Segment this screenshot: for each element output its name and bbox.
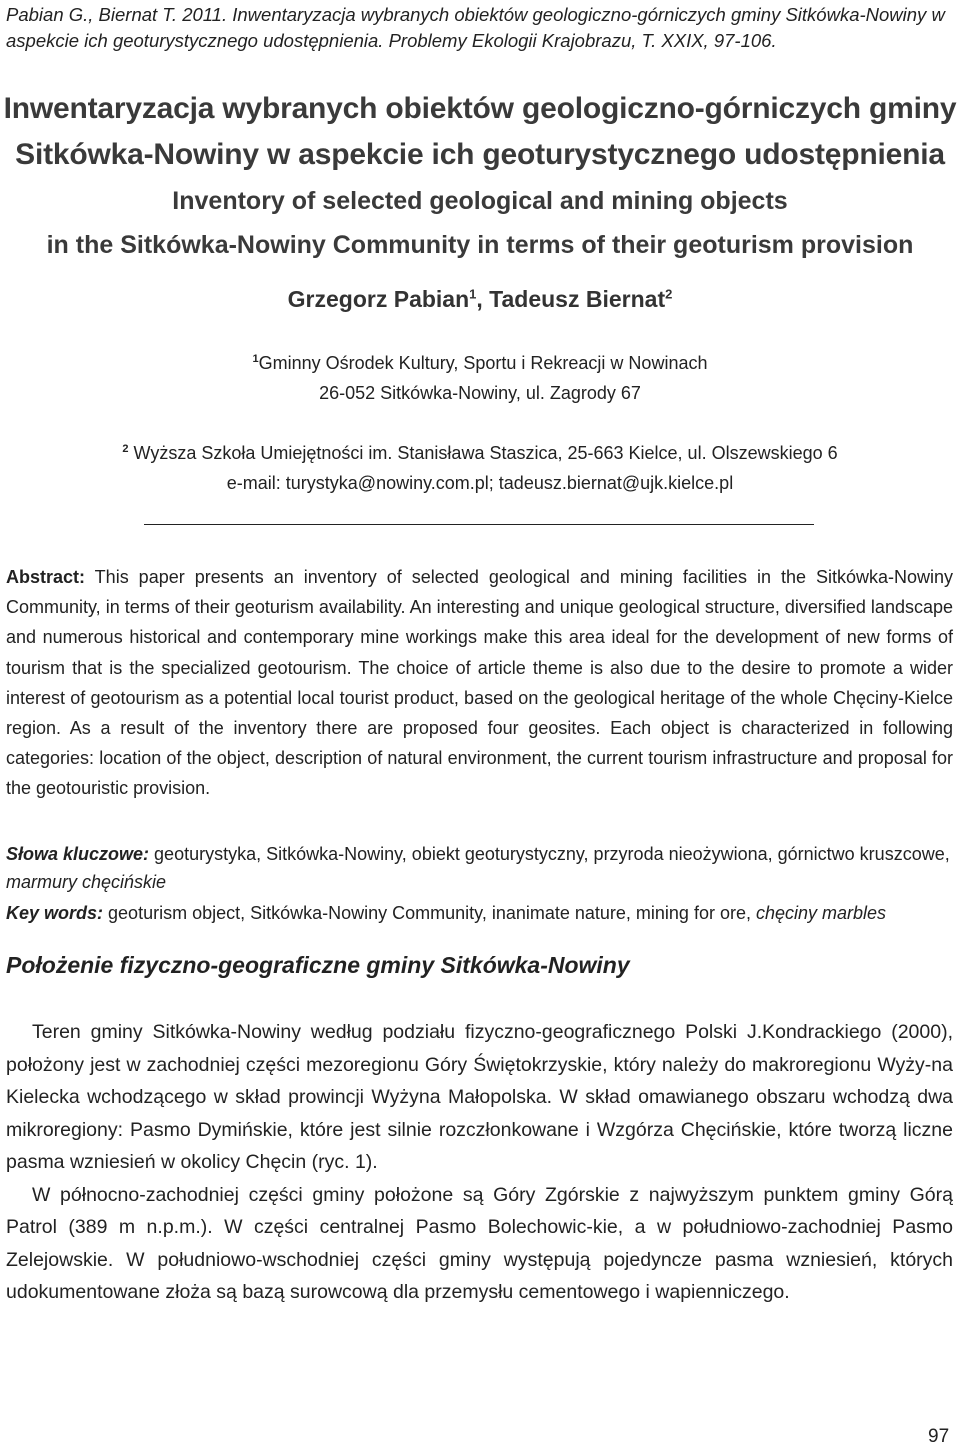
- keywords-english-label: Key words:: [6, 903, 104, 923]
- title-polish-line-1: Inwentaryzacja wybranych obiektów geologiczno-górniczych gminy: [3, 92, 957, 125]
- abstract-label: Abstract:: [6, 567, 86, 587]
- affiliation-1-line-2: 26-052 Sitkówka-Nowiny, ul. Zagrody 67: [319, 383, 641, 403]
- paragraph-2: W północno-zachodniej części gminy położone są Góry Zgórskie z najwyższym punktem gminy Górą Patrol (389 m n.p.m.). W części centralnej Pasmo Bolechowic-kie, a w południowo-zachodniej Pasmo Zelejowskie. W południowo-wschodniej części gminy występują pojedyncze pasma wzniesień, których udokumentowane złoża są bazą surowcową dla przemysłu cementowego i wapienniczego.: [6, 1183, 953, 1303]
- page-number: 97: [928, 1426, 950, 1447]
- keywords-english-italic: chęciny marbles: [755, 903, 887, 923]
- author-1: Grzegorz Pabian: [287, 286, 470, 312]
- keywords-polish: [6, 840, 953, 896]
- affiliation-1-mark: 1: [252, 353, 259, 365]
- title-block: [0, 86, 960, 266]
- affiliation-2-mark: 2: [122, 443, 129, 455]
- abstract-text: This paper presents an inventory of selected geological and mining facilities in the Sitkówka-Nowiny Community, in terms of their geoturism availability. An interesting and unique geological structure, diversified landscape and numerous historical and contemporary mine workings make this area ideal for the development of new forms of tourism that is the specialized geotourism. The choice of article theme is also due to the desire to promote a wider interest of geotourism as a potential local tourist product, based on the geological heritage of the whole Chęciny-Kielce region. As a result of the inventory there are proposed four geosites. Each object is characterized in following categories: location of the object, description of natural environment, the current tourism infrastructure and proposal for the geotouristic provision.: [6, 567, 953, 799]
- author-separator: ,: [476, 286, 490, 312]
- keywords-english: [6, 899, 953, 927]
- separator-rule: [144, 524, 814, 525]
- keywords-polish-text: geoturystyka, Sitkówka-Nowiny, obiekt geoturystyczny, przyroda nieożywiona, górnictwo kruszcowe,: [149, 844, 950, 864]
- affiliation-2: [0, 434, 960, 498]
- abstract: [6, 562, 953, 804]
- title-polish-line-2: Sitkówka-Nowiny w aspekcie ich geoturystycznego udostępnienia: [15, 138, 945, 171]
- keywords-polish-label: Słowa kluczowe:: [6, 844, 150, 864]
- title-english-line-2: in the Sitkówka-Nowiny Community in terms of their geoturism provision: [46, 231, 914, 259]
- author-2-affiliation-mark: 2: [665, 286, 673, 302]
- affiliation-2-line-1: $^2$ Wyższa Szkoła Umiejętności im. Stanisława Staszica, 25-663 Kielce, ul. Olszewskiego 6: [122, 443, 838, 463]
- section-heading: Położenie fizyczno-geograficzne gminy Sitkówka-Nowiny: [6, 952, 630, 978]
- author-2: Tadeusz Biernat: [489, 286, 666, 312]
- body-text: [6, 1016, 953, 1309]
- affiliation-1-line-1: $^1$Gminny Ośrodek Kultury, Sportu i Rekreacji w Nowinach: [252, 353, 708, 373]
- email-line: e-mail: turystyka@nowiny.com.pl; tadeusz.biernat@ujk.kielce.pl: [226, 473, 734, 493]
- keywords-english-text: geoturism object, Sitkówka-Nowiny Community, inanimate nature, mining for ore,: [103, 903, 756, 923]
- citation: Pabian G., Biernat T. 2011. Inwentaryzacja wybranych obiektów geologiczno-górniczych gminy Sitkówka-Nowiny w aspekcie ich geoturystycznego udostępnienia. Problemy Ekologii Krajobrazu, T. XXIX, 97-106.: [6, 4, 945, 51]
- keywords-polish-italic: marmury chęcińskie: [6, 872, 167, 892]
- paragraph-1: Teren gminy Sitkówka-Nowiny według podziału fizyczno-geograficznego Polski J.Kondrackiego (2000), położony jest w zachodniej części mezoregionu Góry Świętokrzyskie, który należy do makroregionu Wyży-na Kielecka wchodzącego w skład prowincji Wyżyna Małopolska. W skład omawianego obszaru wchodzą dwa mikroregiony: Pasmo Dymińskie, które jest silnie rozczłonkowane i Wzgórza Chęcińskie, które tworzą liczne pasma wzniesień w okolicy Chęcin (ryc. 1).: [6, 1021, 953, 1173]
- authors: [0, 286, 960, 313]
- affiliation-1: [0, 344, 960, 408]
- author-1-affiliation-mark: 1: [469, 286, 477, 302]
- title-english-line-1: Inventory of selected geological and mining objects: [172, 187, 788, 215]
